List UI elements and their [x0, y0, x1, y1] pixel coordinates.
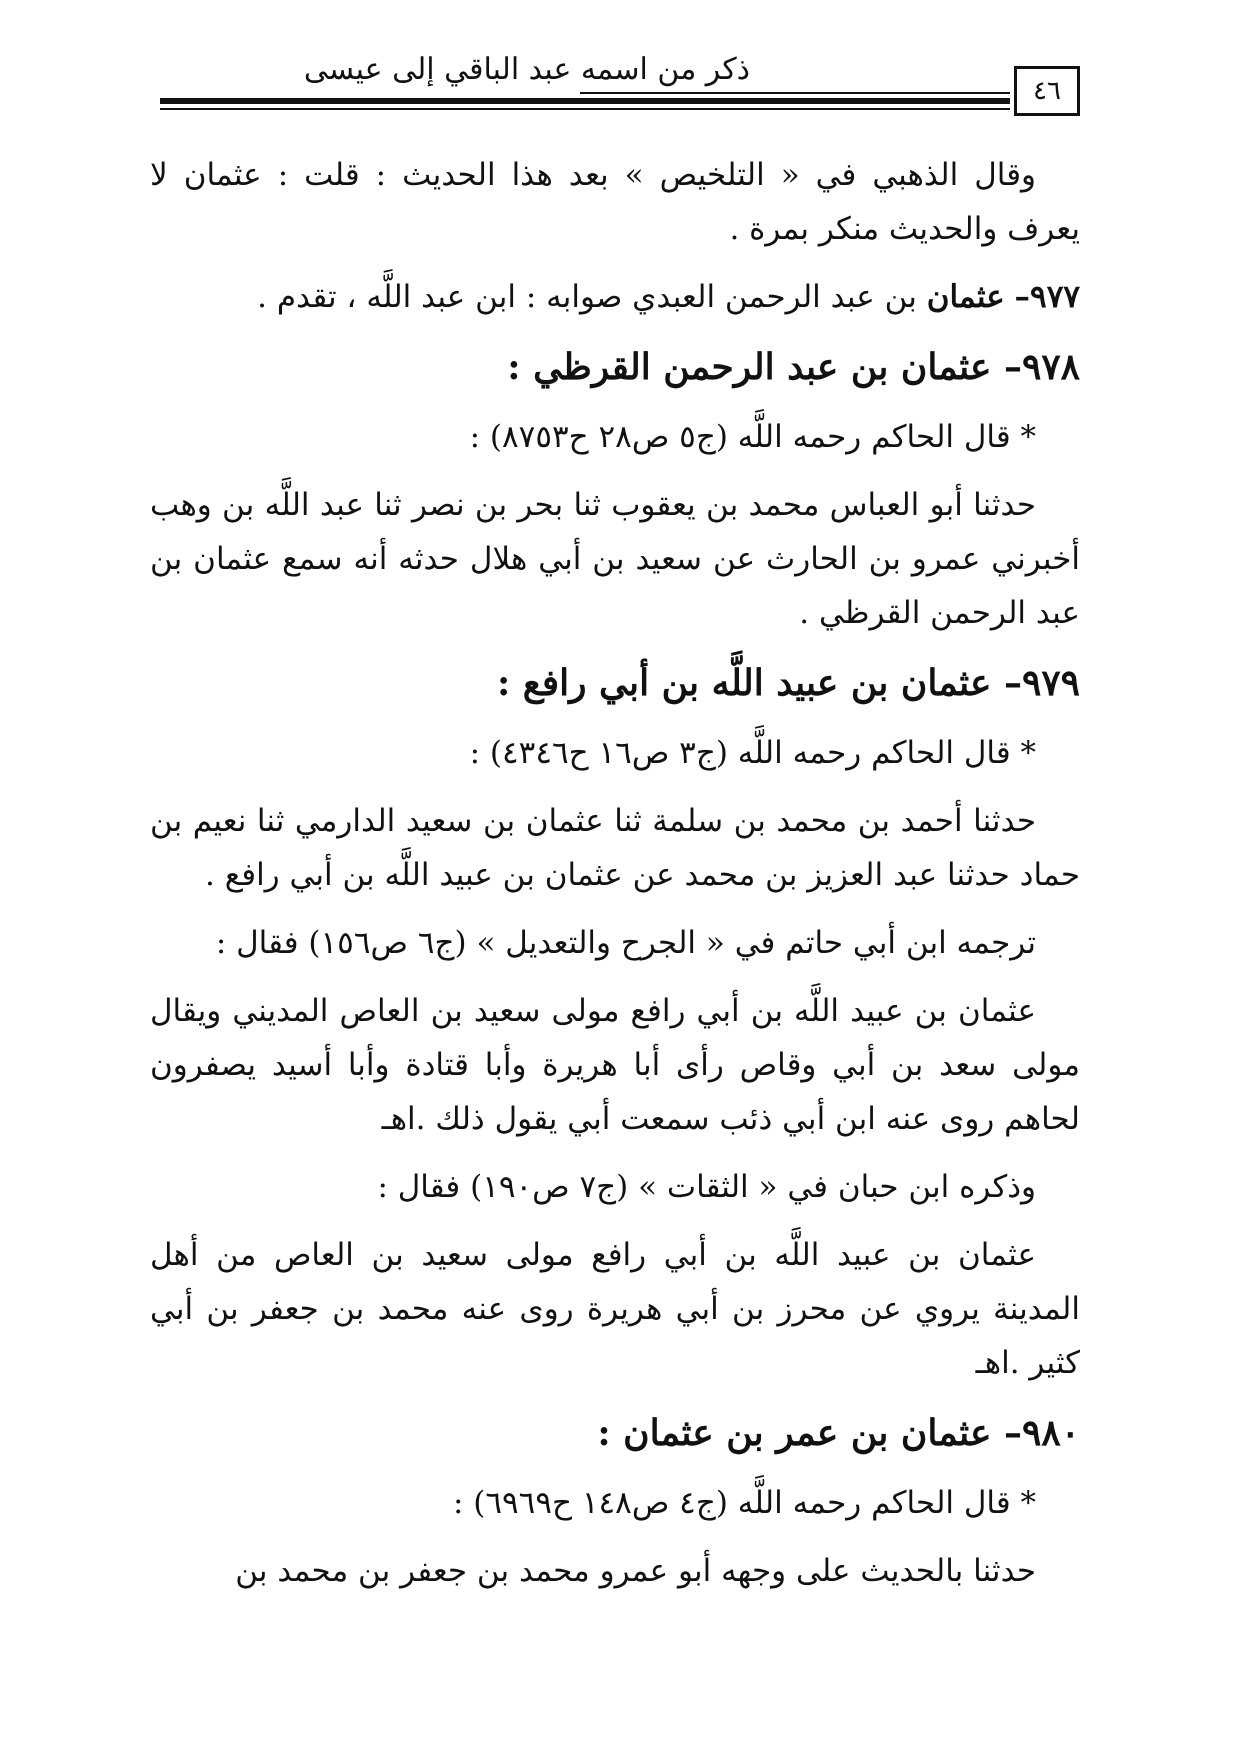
header-title: ذكر من اسمه عبد الباقي إلى عيسى: [303, 52, 750, 87]
page-body: [150, 148, 1080, 1612]
paragraph-dhahabi: وقال الذهبي في « التلخيص » بعد هذا الحديث : قلت : عثمان لا يعرف والحديث منكر بمرة .: [150, 157, 1080, 247]
entry-978-heading: ٩٧٨– عثمان بن عبد الرحمن القرظي :: [507, 346, 1080, 388]
entry-979-source: * قال الحاكم رحمه اللَّه (ج٣ ص١٦ ح٤٣٤٦) :: [469, 735, 1036, 771]
entry-977: [150, 270, 1080, 324]
entry-978-text: حدثنا أبو العباس محمد بن يعقوب ثنا بحر بن نصر ثنا عبد اللَّه بن وهب أخبرني عمرو بن الحارث عن سعيد بن أبي هلال حدثه أنه سمع عثمان بن عبد الرحمن القرظي .: [150, 487, 1080, 631]
page-number: ٤٦: [1014, 66, 1080, 116]
header-rule-thick: [160, 98, 1010, 104]
entry-979-abi-hatim-quote: عثمان بن عبيد اللَّه بن أبي رافع مولى سعيد بن العاص المديني ويقال مولى سعد بن أبي وقاص رأى أبا هريرة وأبا قتادة وأبا أسيد يصفرون لحاهم روى عنه ابن أبي ذئب سمعت أبي يقول ذلك .اهـ: [150, 993, 1080, 1137]
entry-977-number: ٩٧٧–: [1014, 279, 1080, 315]
entry-979-heading: ٩٧٩– عثمان بن عبيد اللَّه بن أبي رافع :: [496, 662, 1080, 704]
entry-980-heading: ٩٨٠– عثمان بن عمر بن عثمان :: [597, 1412, 1080, 1454]
entry-978-source: * قال الحاكم رحمه اللَّه (ج٥ ص٢٨ ح٨٧٥٣) :: [469, 419, 1036, 455]
header-rule-top: [580, 92, 1010, 94]
entry-979-ibn-hibban: وذكره ابن حبان في « الثقات » (ج٧ ص١٩٠) فقال :: [377, 1169, 1036, 1205]
entry-979-ibn-hibban-quote: عثمان بن عبيد اللَّه بن أبي رافع مولى سعيد بن العاص من أهل المدينة يروي عن محرز بن أبي هريرة روى عنه محمد بن جعفر بن أبي كثير .اهـ: [150, 1237, 1080, 1381]
header-rule-thin: [160, 108, 1010, 110]
running-header: [160, 40, 1080, 120]
entry-980-text: حدثنا بالحديث على وجهه أبو عمرو محمد بن جعفر بن محمد بن: [235, 1553, 1036, 1589]
entry-977-text: بن عبد الرحمن العبدي صوابه : ابن عبد اللَّه ، تقدم .: [257, 279, 917, 315]
entry-980-source: * قال الحاكم رحمه اللَّه (ج٤ ص١٤٨ ح٦٩٦٩) :: [452, 1485, 1036, 1521]
entry-979-abi-hatim: ترجمه ابن أبي حاتم في « الجرح والتعديل » (ج٦ ص١٥٦) فقال :: [215, 925, 1036, 961]
entry-977-name: عثمان: [926, 279, 1005, 315]
entry-979-text: حدثنا أحمد بن محمد بن سلمة ثنا عثمان بن سعيد الدارمي ثنا نعيم بن حماد حدثنا عبد العزيز بن محمد عن عثمان بن عبيد اللَّه بن أبي رافع .: [150, 803, 1080, 893]
